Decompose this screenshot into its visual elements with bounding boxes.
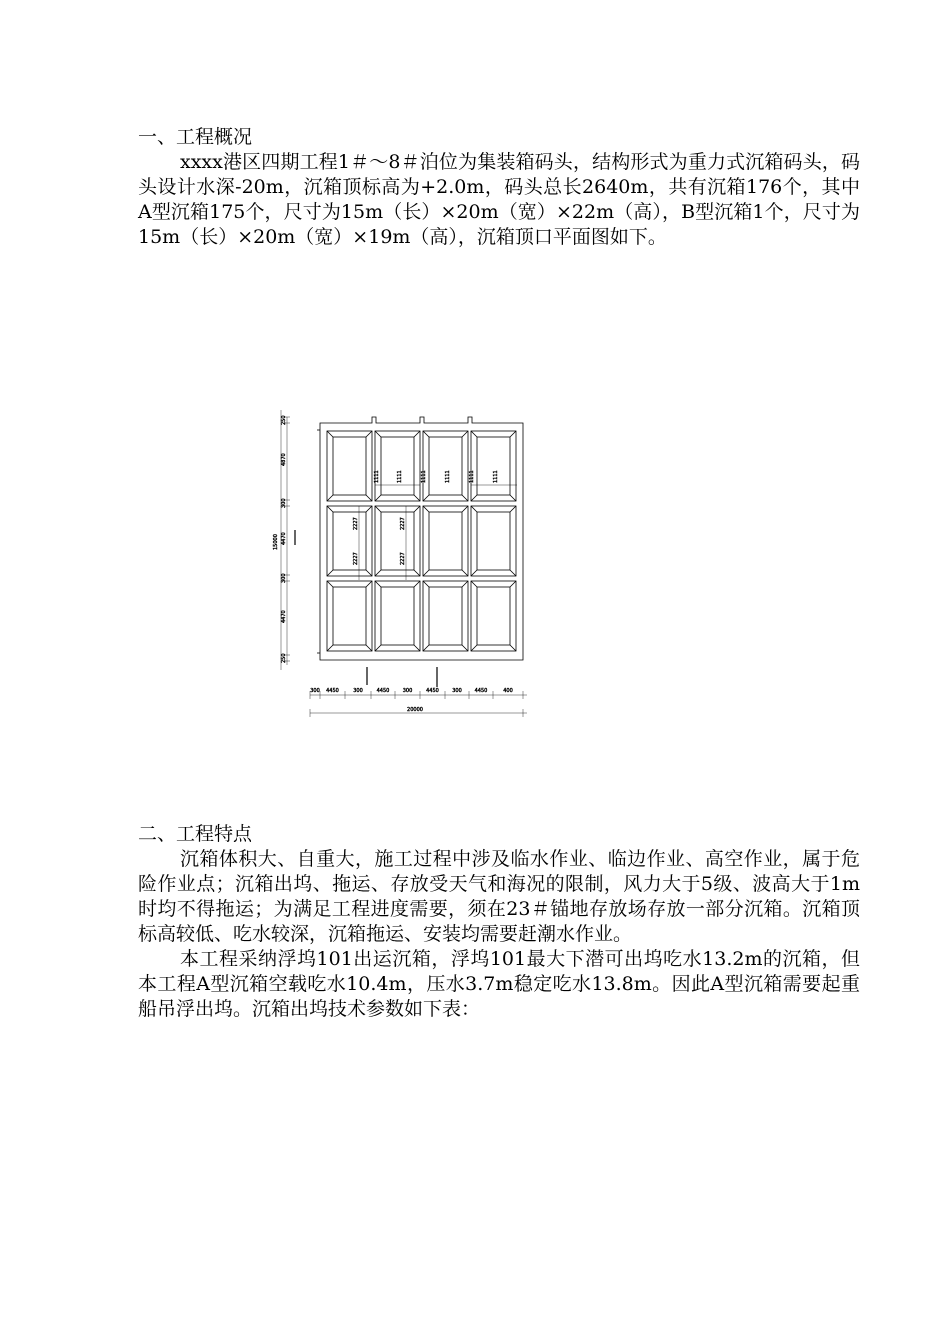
dimension-label: 300 [310,688,320,694]
caisson-cell [327,431,372,501]
caisson-cell [375,581,420,651]
caisson-cell [471,581,516,651]
features-paragraph-2: 本工程采纳浮坞101出运沉箱，浮坞101最大下潜可出坞吃水13.2m的沉箱，但本工程A型沉箱空载吃水10.4m，压水3.7m稳定吃水13.8m。因此A型沉箱需要起重船吊浮出坞。沉箱出坞技术参数如下表： [138,948,860,1020]
caisson-cell [471,431,516,501]
dimension-label: 250 [281,653,287,663]
dimension-label: 1111 [493,470,499,483]
dimension-label: 4470 [281,532,287,545]
caisson-cell [471,506,516,576]
caisson-cell [327,581,372,651]
dimension-label: 2227 [353,552,359,565]
caisson-cell [375,431,420,501]
dimension-label: 4450 [474,688,488,694]
caisson-plan-drawing [265,405,545,725]
dimension-label: 1111 [374,470,380,483]
dimension-label: 1111 [469,470,475,483]
dimension-label: 300 [402,688,413,694]
caisson-plan-svg [265,405,545,725]
dimension-label: 4450 [426,688,439,694]
dimension-total-label: 15000 [273,534,279,550]
dimension-label: 1111 [445,470,451,483]
caisson-cell [327,506,372,576]
dimension-label: 300 [452,688,462,694]
dimension-label: 400 [503,688,513,694]
features-body [138,847,860,1022]
dimension-label: 2227 [400,517,406,530]
dimension-label: 2227 [353,517,359,530]
dimension-label: 4470 [281,610,287,623]
dimension-label: 4450 [376,688,390,694]
caisson-cell [423,431,468,501]
dimension-label: 300 [353,688,363,694]
dimension-label: 2227 [400,552,406,565]
dimension-label: 300 [281,573,287,583]
caisson-cell [375,506,420,576]
caisson-cell [423,581,468,651]
overview-paragraph [138,150,860,250]
overview-paragraph-text: xxxx港区四期工程1＃～8＃泊位为集装箱码头，结构形式为重力式沉箱码头，码头设计水深-20m，沉箱顶标高为+2.0m，码头总长2640m，共有沉箱176个，其中A型沉箱175个，尺寸为15m（长）×20m（宽）×22m（高），B型沉箱1个，尺寸为15m（长）×20m（宽）×19m（高），沉箱顶口平面图如下。 [138,151,860,248]
dimension-label: 300 [281,498,287,508]
section-heading-overview: 一、工程概况 [138,126,253,148]
dimension-label: 250 [281,415,287,425]
caisson-cell [423,506,468,576]
section-heading-features: 二、工程特点 [138,823,253,845]
dimension-total-label: 20000 [407,707,423,713]
dimension-label: 4450 [326,688,339,694]
features-paragraph-1: 沉箱体积大、自重大，施工过程中涉及临水作业、临边作业、高空作业，属于危险作业点；沉箱出坞、拖运、存放受天气和海况的限制，风力大于5级、波高大于1m时均不得拖运；为满足工程进度需要，须在23＃锚地存放场存放一部分沉箱。沉箱顶标高较低、吃水较深，沉箱拖运、安装均需要赶潮水作业。 [138,848,860,945]
dimension-label: 1111 [397,470,403,483]
dimension-label: 4870 [281,453,287,466]
dimension-label: 1111 [421,470,427,483]
